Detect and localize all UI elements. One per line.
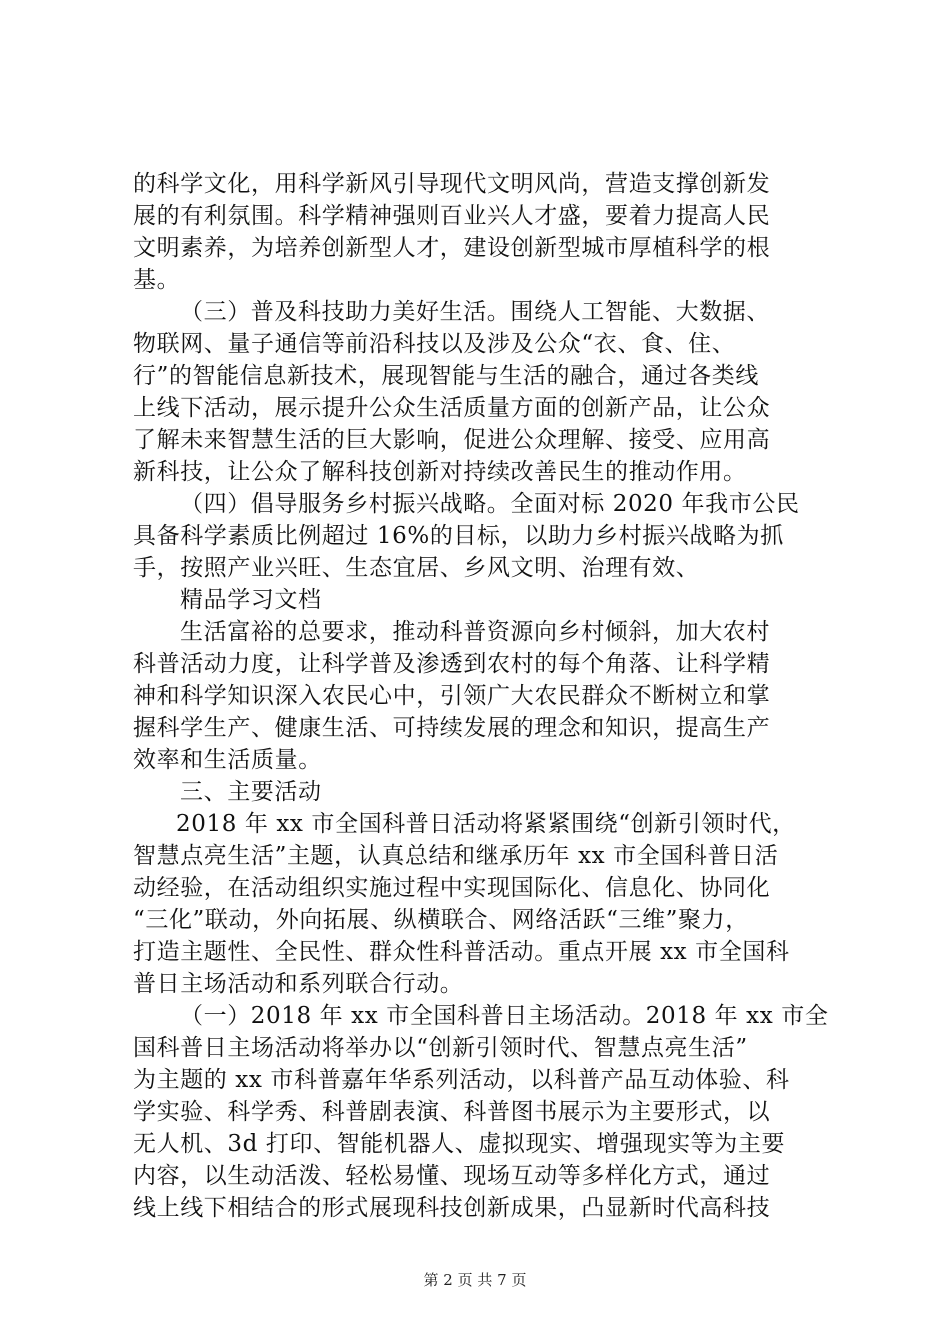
body-text-line: 无人机、3d 打印、智能机器人、虚拟现实、增强现实等为主要 <box>133 1131 786 1157</box>
body-text-line: 基。 <box>133 267 181 293</box>
body-text-line: 普日主场活动和系列联合行动。 <box>133 971 464 997</box>
body-text-line: 动经验，在活动组织实施过程中实现国际化、信息化、协同化 <box>133 875 771 901</box>
body-text-line: 为主题的 xx 市科普嘉年华系列活动，以科普产品互动体验、科 <box>133 1067 790 1093</box>
body-text-line: 新科技，让公众了解科技创新对持续改善民生的推动作用。 <box>133 459 747 485</box>
body-text-line: 展的有利氛围。科学精神强则百业兴人才盛，要着力提高人民 <box>133 203 771 229</box>
body-text-line: 物联网、量子通信等前沿科技以及涉及公众“衣、食、住、 <box>133 331 736 357</box>
body-text-line: 智慧点亮生活”主题，认真总结和继承历年 xx 市全国科普日活 <box>133 843 779 869</box>
section-heading: 三、主要活动 <box>180 779 322 805</box>
body-text-line: 内容，以生动活泼、轻松易懂、现场互动等多样化方式，通过 <box>133 1163 771 1189</box>
body-text-line: 打造主题性、全民性、群众性科普活动。重点开展 xx 市全国科 <box>133 939 790 965</box>
body-text-line: 线上线下相结合的形式展现科技创新成果，凸显新时代高科技 <box>133 1195 771 1221</box>
page-number-footer: 第 2 页 共 7 页 <box>423 1271 527 1289</box>
body-text-line: 了解未来智慧生活的巨大影响，促进公众理解、接受、应用高 <box>133 427 771 453</box>
body-text-line: 学实验、科学秀、科普剧表演、科普图书展示为主要形式，以 <box>133 1099 771 1125</box>
body-text-line: 行”的智能信息新技术，展现智能与生活的融合，通过各类线 <box>133 363 759 389</box>
body-text-line: 上线下活动，展示提升公众生活质量方面的创新产品，让公众 <box>133 395 771 421</box>
section-paragraph-start: （三）普及科技助力美好生活。围绕人工智能、大数据、 <box>180 299 770 325</box>
body-text-line: 国科普日主场活动将举办以“创新引领时代、智慧点亮生活” <box>133 1035 748 1061</box>
section-paragraph-start: （四）倡导服务乡村振兴战略。全面对标 2020 年我市公民 <box>180 491 800 517</box>
body-text-line: 握科学生产、健康生活、可持续发展的理念和知识，提高生产 <box>133 715 771 741</box>
body-text-line: 的科学文化，用科学新风引导现代文明风尚，营造支撑创新发 <box>133 171 771 197</box>
watermark-text: 精品学习文档 <box>180 587 322 613</box>
body-text-line: 科普活动力度，让科学普及渗透到农村的每个角落、让科学精 <box>133 651 771 677</box>
section-paragraph-start: 2018 年 xx 市全国科普日活动将紧紧围绕“创新引领时代， <box>176 811 796 837</box>
body-text-line: 文明素养，为培养创新型人才，建设创新型城市厚植科学的根 <box>133 235 771 261</box>
body-text-line: “三化”联动，外向拓展、纵横联合、网络活跃“三维”聚力， <box>133 907 749 933</box>
body-text-line: 生活富裕的总要求，推动科普资源向乡村倾斜，加大农村 <box>180 619 770 645</box>
body-text-line: 手，按照产业兴旺、生态宜居、乡风文明、治理有效、 <box>133 555 700 581</box>
body-text-line: 神和科学知识深入农民心中，引领广大农民群众不断树立和掌 <box>133 683 771 709</box>
body-text-line: 效率和生活质量。 <box>133 747 322 773</box>
section-paragraph-start: （一）2018 年 xx 市全国科普日主场活动。2018 年 xx 市全 <box>180 1003 829 1029</box>
body-text-line: 具备科学素质比例超过 16%的目标，以助力乡村振兴战略为抓 <box>133 523 784 549</box>
